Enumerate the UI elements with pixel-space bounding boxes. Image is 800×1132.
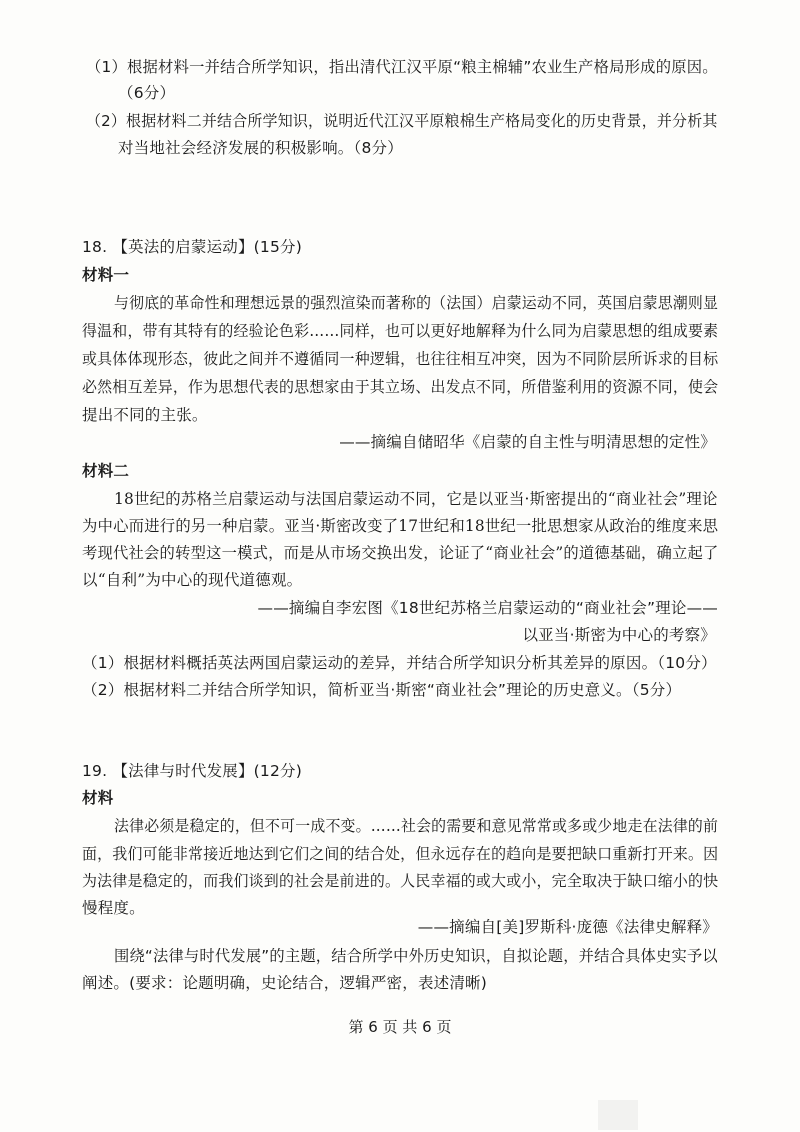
scan-smudge [598,1100,638,1130]
q19-material-source: ——摘编自[美]罗斯科·庞德《法律史解释》 [417,918,718,936]
q19-task-line1: 围绕“法律与时代发展”的主题，结合所学中外历史知识，自拟论题，并结合具体史实予以 [114,947,718,965]
q19-material-label: 材料 [82,789,114,807]
q17-sub2-line1: （2）根据材料二并结合所学知识，说明近代江汉平原粮棉生产格局变化的历史背景，并分析其 [86,112,718,130]
q18-material2-line: 为中心而进行的另一种启蒙。亚当·斯密改变了17世纪和18世纪一批思想家从政治的维度来思 [82,517,719,535]
q18-material1-label: 材料一 [82,266,130,284]
q18-material2-line: 以“自利”为中心的现代道德观。 [82,571,303,589]
q19-material-line: 法律必须是稳定的，但不可一成不变。……社会的需要和意见常常或多或少地走在法律的前 [114,817,719,835]
q18-material2-line: 18世纪的苏格兰启蒙运动与法国启蒙运动不同，它是以亚当·斯密提出的“商业社会”理论 [114,490,718,508]
q17-sub1-line2: （6分） [118,84,176,102]
q17-sub1-line1: （1）根据材料一并结合所学知识，指出清代江汉平原“粮主棉辅”农业生产格局形成的原因。 [86,58,718,76]
q19-material-line: 为法律是稳定的，而我们谈到的社会是前进的。人民幸福的或大或小，完全取决于缺口缩小的快 [82,872,719,890]
q18-material1-line: 必然相互差异，作为思想代表的思想家由于其立场、出发点不同，所借鉴利用的资源不同，使会 [82,378,719,396]
q19-task-line2: 阐述。(要求：论题明确，史论结合，逻辑严密，表述清晰) [82,974,487,992]
q18-material1-line: 与彻底的革命性和理想远景的强烈渲染而著称的（法国）启蒙运动不同，英国启蒙思潮则显 [114,294,719,312]
q18-material2-source-line2: 以亚当·斯密为中心的考察》 [522,626,716,644]
q19-material-line: 慢程度。 [82,899,145,917]
q17-sub2-line2: 对当地社会经济发展的积极影响。（8分） [118,139,403,157]
q18-title: 18. 【英法的启蒙运动】(15分) [82,238,302,256]
q18-material1-source: ——摘编自储昭华《启蒙的自主性与明清思想的定性》 [339,433,716,451]
q18-material1-line: 得温和，带有其特有的经验论色彩……同样，也可以更好地解释为什么同为启蒙思想的组成要素 [82,322,719,340]
q19-title: 19. 【法律与时代发展】(12分) [82,762,302,780]
q18-sub2: （2）根据材料二并结合所学知识，简析亚当·斯密“商业社会”理论的历史意义。（5分） [82,681,682,699]
page-footer: 第 6 页 共 6 页 [348,1018,452,1036]
q18-material2-source-line1: ——摘编自李宏图《18世纪苏格兰启蒙运动的“商业社会”理论—— [257,599,718,617]
q18-material2-label: 材料二 [82,462,130,480]
q18-material2-line: 考现代社会的转型这一模式，而是从市场交换出发，论证了“商业社会”的道德基础，确立起了 [82,544,719,562]
q18-sub1: （1）根据材料概括英法两国启蒙运动的差异，并结合所学知识分析其差异的原因。（10分） [82,654,717,672]
q18-material1-line: 提出不同的主张。 [82,406,208,424]
q18-material1-line: 或具体体现形态，彼此之间并不遵循同一种逻辑，也往往相互冲突，因为不同阶层所诉求的目标 [82,350,719,368]
q19-material-line: 面，我们可能非常接近地达到它们之间的结合处，但永远存在的趋向是要把缺口重新打开来。因 [82,845,719,863]
